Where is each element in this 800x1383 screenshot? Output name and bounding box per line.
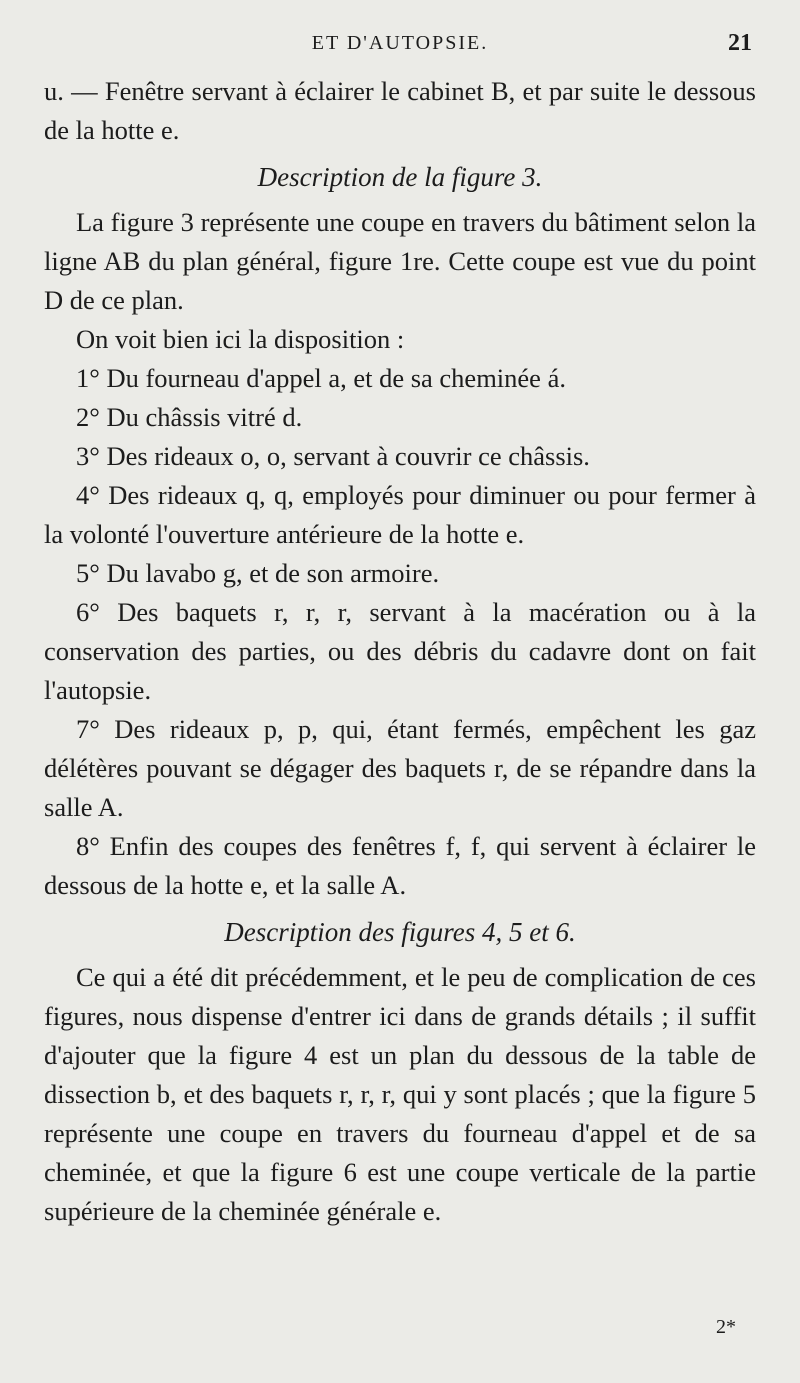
paragraph-figure-3: La figure 3 représente une coupe en travers du bâtiment selon la ligne AB du plan général, figure 1re. Cette coupe est vue du point D de ce plan. bbox=[44, 207, 756, 315]
list-item-3: 3° Des rideaux o, o, servant à couvrir ce châssis. bbox=[76, 441, 590, 471]
paragraph-disposition: On voit bien ici la disposition : bbox=[76, 324, 405, 354]
section-heading-figures-4-5-6: Description des figures 4, 5 et 6. bbox=[224, 917, 576, 947]
paragraph-figures-4-5-6: Ce qui a été dit précédemment, et le peu de complication de ces figures, nous dispense d'entrer ici dans de grands détails ; il suffit d'ajouter que la figure 4 est un plan du dessous de la table de dissection b, et des baquets r, r, r, qui y sont placés ; que la figure 5 représente une coupe en travers du fourneau d'appel et de sa cheminée, et que la figure 6 est une coupe verticale de la partie supérieure de la cheminée générale e. bbox=[44, 962, 756, 1226]
list-item-4: 4° Des rideaux q, q, employés pour diminuer ou pour fermer à la volonté l'ouverture antérieure de la hotte e. bbox=[44, 480, 756, 549]
list-item-5: 5° Du lavabo g, et de son armoire. bbox=[76, 558, 440, 588]
page-number: 21 bbox=[728, 30, 752, 56]
list-item-7: 7° Des rideaux p, p, qui, étant fermés, empêchent les gaz délétères pouvant se dégager des baquets r, de se répandre dans la salle A. bbox=[44, 714, 756, 822]
list-item-1: 1° Du fourneau d'appel a, et de sa cheminée á. bbox=[76, 363, 566, 393]
list-item-6: 6° Des baquets r, r, r, servant à la macération ou à la conservation des parties, ou des débris du cadavre dont on fait l'autopsie. bbox=[44, 597, 756, 705]
list-item-8: 8° Enfin des coupes des fenêtres f, f, qui servent à éclairer le dessous de la hotte e, et la salle A. bbox=[44, 831, 756, 900]
paragraph-window-u: u. — Fenêtre servant à éclairer le cabinet B, et par suite le dessous de la hotte e. bbox=[44, 76, 756, 145]
signature-mark: 2* bbox=[716, 1316, 736, 1338]
running-title: ET D'AUTOPSIE. bbox=[311, 32, 489, 54]
page-body bbox=[44, 72, 756, 1231]
list-item-2: 2° Du châssis vitré d. bbox=[76, 402, 303, 432]
section-heading-figure-3: Description de la figure 3. bbox=[257, 162, 543, 192]
page-header bbox=[0, 28, 800, 68]
